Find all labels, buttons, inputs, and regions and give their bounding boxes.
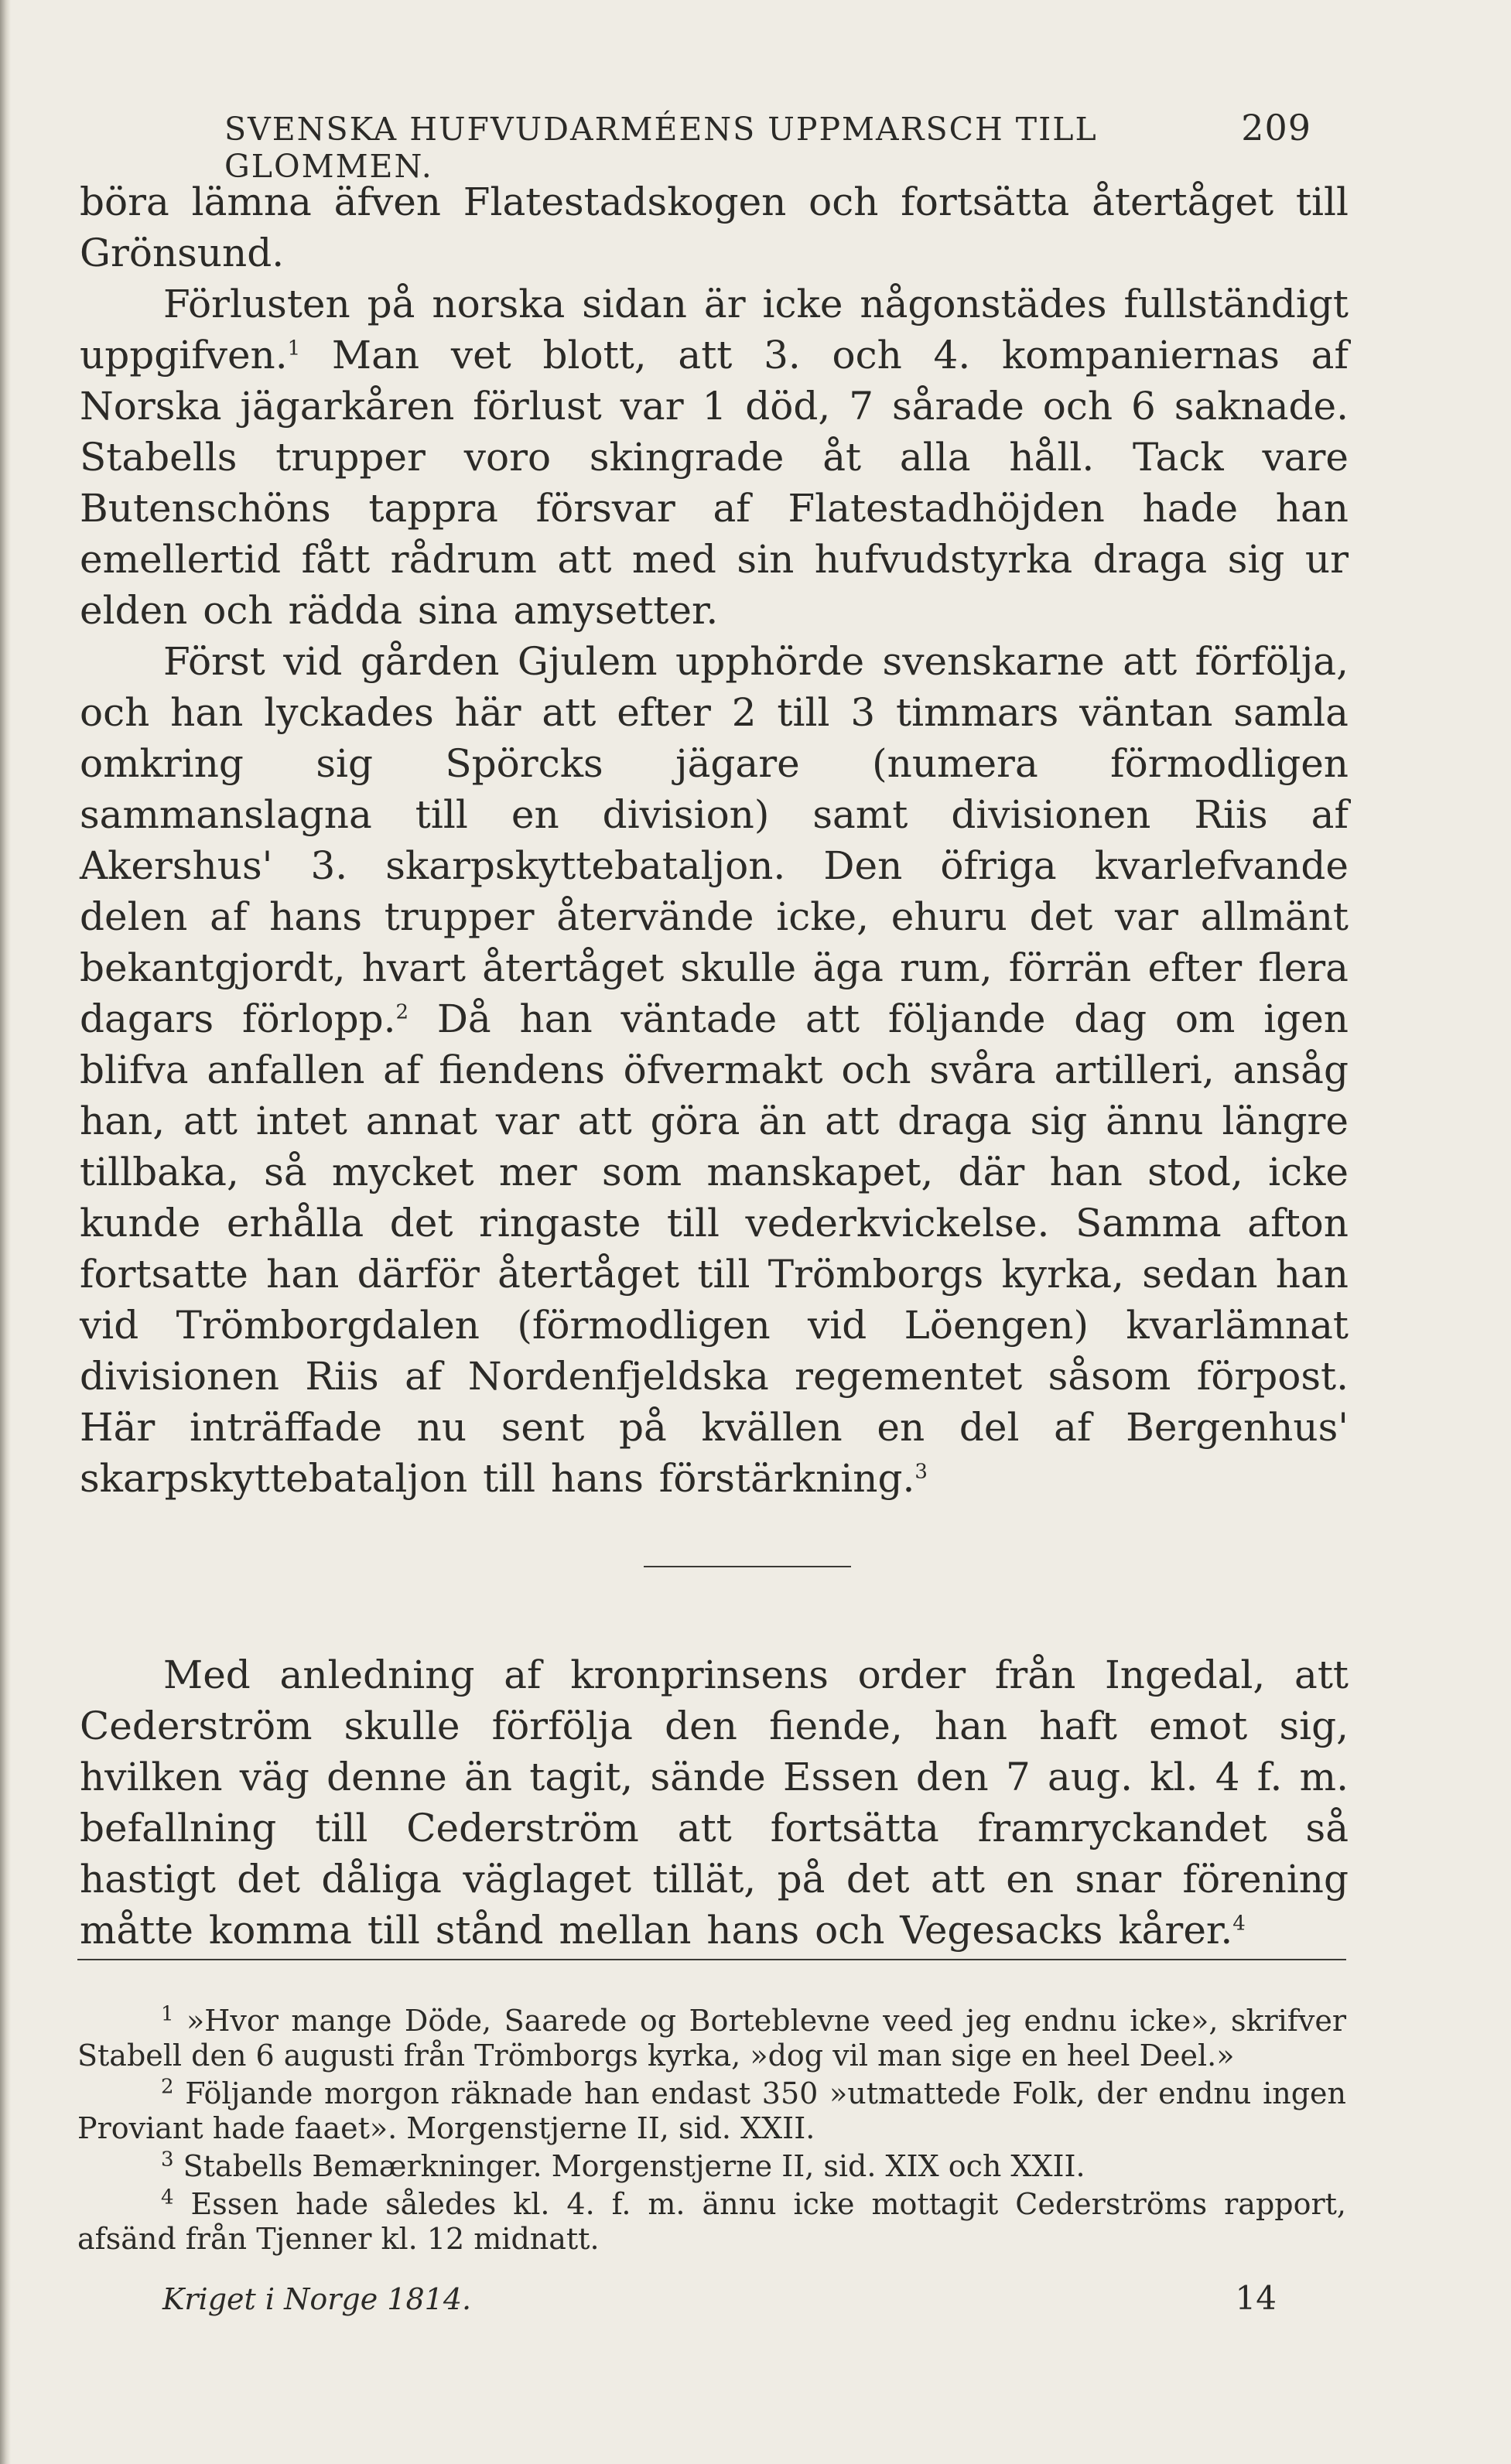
sheet-number: 14 (1235, 2279, 1277, 2317)
paragraph-2-text-b: Man vet blott, att 3. och 4. kompaniernas af Norska jägarkåren förlust var 1 död, 7 sårade och 6 saknade. Stabells trupper voro skingrade åt alla håll. Tack vare Butenschöns tappra försvar af Flatestadhöjden hade han emellertid fått rådrum att med sin hufvudstyrka draga sig ur elden och rädda sina amysetter. (80, 333, 1349, 633)
footnote-text: Essen hade således kl. 4. f. m. ännu icke mottagit Cederströms rapport, afsänd från Tjenner kl. 12 midnatt. (77, 2187, 1346, 2256)
footnote-ref-4[interactable]: 4 (1232, 1912, 1246, 1936)
paragraph-2-text-a: Förlusten på norska sidan är icke någonstädes fullständigt uppgifven. (80, 282, 1349, 378)
footnote-text: »Hvor mange Döde, Saarede og Borteblevne veed jeg endnu icke», skrifver Stabell den 6 augusti från Trömborgs kyrka, »dog vil man sige en heel Deel.» (77, 2004, 1346, 2073)
paragraph-2 (80, 279, 1349, 636)
footnote-2 (77, 2076, 1346, 2146)
main-text-section-2 (80, 1649, 1349, 1956)
footnote-4 (77, 2187, 1346, 2257)
paragraph-1 (80, 176, 1349, 279)
footnote-3 (77, 2149, 1346, 2184)
signature-mark: Kriget i Norge 1814. (162, 2282, 472, 2316)
paragraph-1-text: böra lämna äfven Flatestadskogen och fortsätta återtåget till Grönsund. (80, 179, 1349, 275)
paragraph-4-text: Med anledning af kronprinsens order från Ingedal, att Cederström skulle förfölja den fiende, han haft emot sig, hvilken väg denne än tagit, sände Essen den 7 aug. kl. 4 f. m. befallning till Cederström att fortsätta framryckandet så hastigt det dåliga väglaget tillät, på det att en snar förening måtte komma till stånd mellan hans och Vegesacks kårer. (80, 1652, 1349, 1953)
section-rule (644, 1566, 851, 1567)
paragraph-3-text-b: Då han väntade att följande dag om igen blifva anfallen af fiendens öfvermakt och svåra artilleri, ansåg han, att intet annat var att göra än att draga sig ännu längre tillbaka, så mycket mer som manskapet, där han stod, icke kunde erhålla det ringaste till vederkvickelse. Samma afton fortsatte han därför återtåget till Trömborgs kyrka, sedan han vid Trömborgdalen (förmodligen vid Löengen) kvarlämnat divisionen Riis af Nordenfjeldska regementet såsom förpost. Här inträffade nu sent på kvällen en del af Bergenhus' skarpskyttebataljon till hans förstärkning. (80, 996, 1349, 1501)
footnote-1 (77, 2004, 1346, 2073)
footnote-mark: 3 (161, 2148, 174, 2172)
footnote-ref-1[interactable]: 1 (287, 337, 301, 361)
paragraph-3-text-a: Först vid gården Gjulem upphörde svenskarne att förfölja, och han lyckades här att efter 2 till 3 timmars väntan samla omkring sig Spörcks jägare (numera förmodligen sammanslagna till en division) samt divisionen Riis af Akershus' 3. skarpskyttebataljon. Den öfriga kvarlefvande delen af hans trupper återvände icke, ehuru det var allmänt bekantgjordt, hvart återtåget skulle äga rum, förrän efter flera dagars förlopp. (80, 639, 1349, 1041)
footnote-mark: 2 (161, 2075, 174, 2099)
footnote-mark: 4 (161, 2185, 174, 2209)
footnote-text: Stabells Bemærkninger. Morgenstjerne II, sid. XIX och XXII. (173, 2149, 1085, 2183)
footnote-ref-2[interactable]: 2 (395, 1000, 409, 1024)
footnote-ref-3[interactable]: 3 (914, 1460, 928, 1484)
running-header (224, 107, 1311, 185)
footnote-text: Följande morgon räknade han endast 350 »utmattede Folk, der endnu ingen Proviant hade faaet». Morgenstjerne II, sid. XXII. (77, 2076, 1346, 2145)
footnote-divider (77, 1959, 1346, 1960)
footnote-mark: 1 (161, 2002, 174, 2026)
main-text (80, 176, 1349, 1504)
page-number: 209 (1241, 107, 1311, 149)
footnotes (77, 2004, 1346, 2260)
paragraph-3 (80, 636, 1349, 1504)
page-binding-edge (0, 0, 11, 2464)
page-footer (162, 2279, 1277, 2317)
running-title: SVENSKA HUFVUDARMÉENS UPPMARSCH TILL GLOMMEN. (224, 111, 1098, 185)
paragraph-4 (80, 1649, 1349, 1956)
